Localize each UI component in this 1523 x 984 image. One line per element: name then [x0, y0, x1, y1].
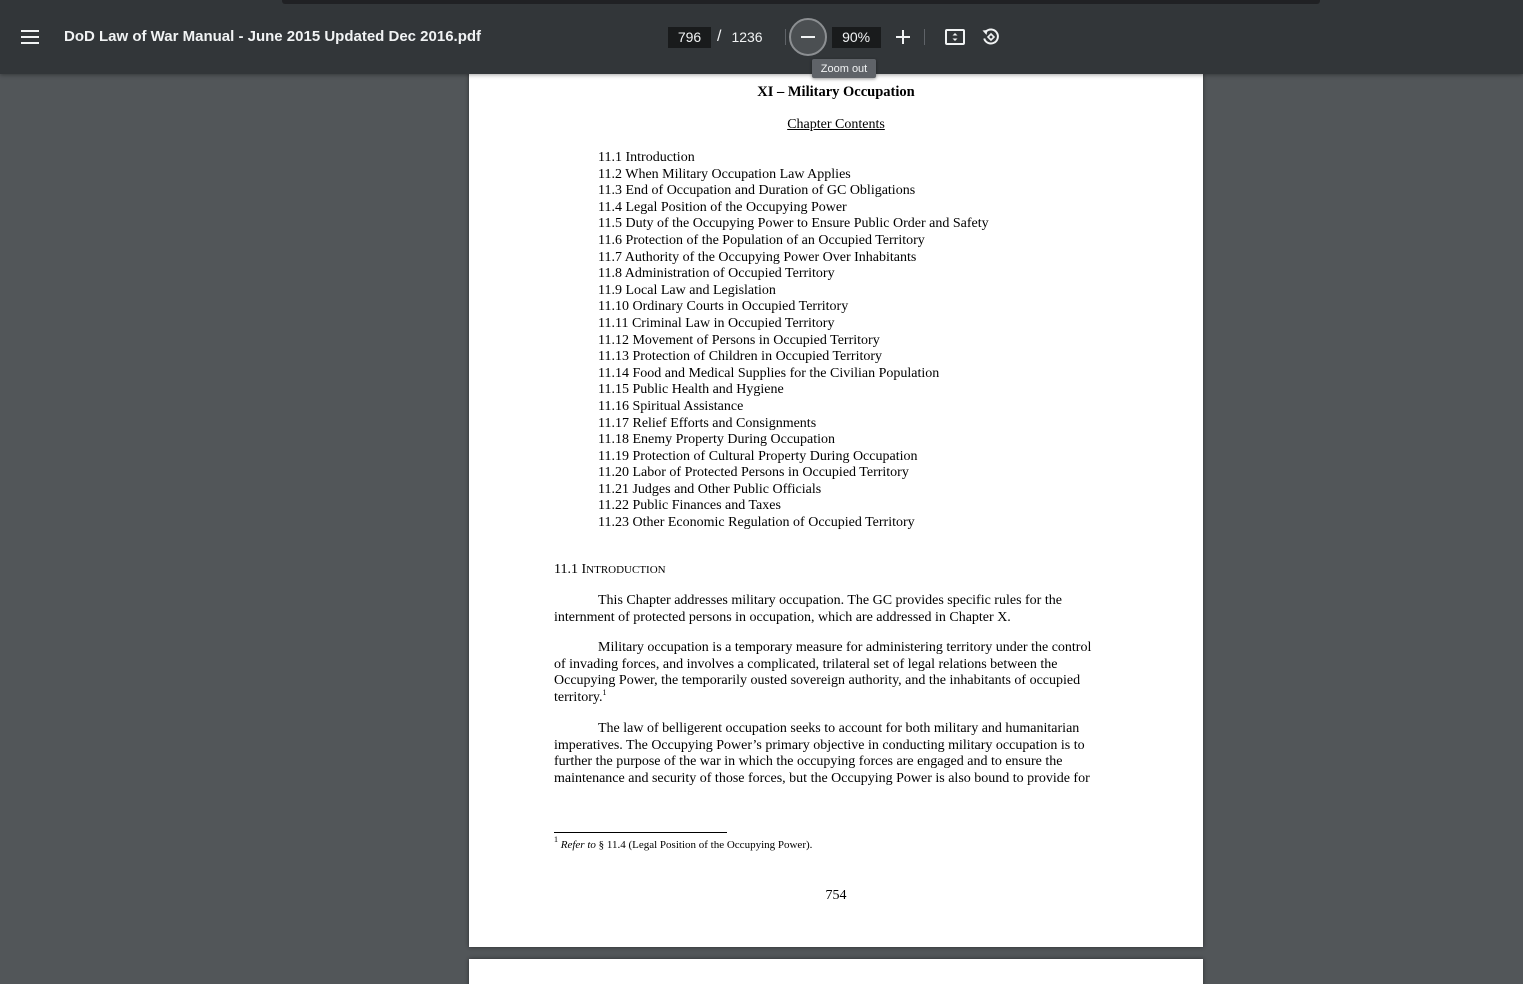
footnote [554, 835, 813, 851]
paragraph-line: maintenance and security of those forces, but the Occupying Power is also bound to provide for [554, 770, 1090, 786]
paragraph-line: Occupying Power, the temporarily ousted sovereign authority, and the inhabitants of occupied [554, 673, 1081, 689]
toc-item: 11.5 Duty of the Occupying Power to Ensure Public Order and Safety [598, 216, 989, 232]
browser-top-strip [282, 0, 1320, 4]
toc-item: 11.4 Legal Position of the Occupying Power [598, 199, 847, 215]
paragraph-line: territory. [554, 689, 603, 705]
toc-item: 11.13 Protection of Children in Occupied Territory [598, 349, 883, 365]
toc-item: 11.20 Labor of Protected Persons in Occupied Territory [598, 465, 909, 481]
paragraph-line-with-footnote [554, 687, 1114, 707]
toc-item: 11.19 Protection of Cultural Property During Occupation [598, 448, 918, 464]
hamburger-menu-icon[interactable] [14, 21, 46, 53]
toolbar-divider [924, 29, 925, 45]
zoom-in-button[interactable] [890, 24, 916, 50]
rotate-counterclockwise-icon [981, 27, 1001, 47]
page-separator: / [717, 28, 722, 45]
paragraph-line: imperatives. The Occupying Power’s primary objective in conducting military occupation is to [554, 737, 1085, 753]
toc-item: 11.23 Other Economic Regulation of Occupied Territory [598, 515, 915, 531]
total-pages: 1236 [731, 29, 763, 45]
paragraph-line: The law of belligerent occupation seeks to account for both military and humanitarian [598, 721, 1080, 736]
section-heading [554, 562, 666, 578]
footnote-divider [554, 832, 727, 833]
paragraph-line: Military occupation is a temporary measure for administering territory under the control [598, 640, 1092, 655]
footnote-number: 1 [554, 835, 558, 844]
chapter-title: XI – Military Occupation [757, 84, 915, 100]
toc-item: 11.10 Ordinary Courts in Occupied Territory [598, 299, 849, 315]
fit-to-page-button[interactable] [942, 24, 968, 50]
page-number-input[interactable] [668, 27, 711, 48]
toolbar-divider [785, 29, 786, 45]
toc-item: 11.6 Protection of the Population of an Occupied Territory [598, 232, 925, 248]
toc-item: 11.3 End of Occupation and Duration of GC Obligations [598, 183, 916, 199]
toc-item: 11.11 Criminal Law in Occupied Territory [598, 315, 835, 331]
footnote-reference[interactable]: 1 [602, 687, 607, 697]
section-title-initial: I [581, 562, 587, 577]
section-title-rest: NTRODUCTION [586, 564, 666, 576]
paragraph [554, 593, 1114, 626]
toc-item: 11.8 Administration of Occupied Territory [598, 266, 835, 282]
paragraph-line: of invading forces, and involves a complicated, trilateral set of legal relations between the [554, 656, 1058, 672]
toc-item: 11.17 Relief Efforts and Consignments [598, 415, 817, 431]
paragraph-line: internment of protected persons in occupation, which are addressed in Chapter X. [554, 609, 1011, 625]
plus-icon [896, 30, 910, 44]
zoom-out-tooltip: Zoom out [812, 59, 876, 78]
toc-item: 11.12 Movement of Persons in Occupied Territory [598, 332, 880, 348]
toc-item: 11.22 Public Finances and Taxes [598, 498, 781, 514]
table-of-contents [598, 150, 989, 532]
page-zoom-controls [668, 18, 1004, 56]
toc-item: 11.18 Enemy Property During Occupation [598, 432, 836, 448]
paragraph [554, 721, 1114, 787]
toc-item: 11.1 Introduction [598, 150, 695, 165]
paragraph [554, 640, 1114, 706]
zoom-out-button[interactable] [789, 18, 827, 56]
minus-icon [801, 36, 815, 38]
footnote-text: § 11.4 (Legal Position of the Occupying Power). [595, 839, 813, 851]
pdf-page [469, 57, 1203, 947]
document-title: DoD Law of War Manual - June 2015 Updated Dec 2016.pdf [64, 28, 482, 45]
footnote-italic: Refer to [560, 839, 596, 851]
toc-item: 11.16 Spiritual Assistance [598, 398, 744, 414]
toc-item: 11.14 Food and Medical Supplies for the Civilian Population [598, 365, 940, 381]
toc-item: 11.9 Local Law and Legislation [598, 282, 776, 298]
chapter-contents-heading: Chapter Contents [787, 117, 885, 132]
pdf-toolbar [0, 0, 1523, 74]
toc-item: 11.15 Public Health and Hygiene [598, 382, 784, 398]
page-number: 754 [825, 888, 847, 903]
toc-item: 11.2 When Military Occupation Law Applies [598, 166, 851, 182]
section-number: 11.1 [554, 562, 578, 577]
next-pdf-page [469, 959, 1203, 984]
rotate-button[interactable] [978, 24, 1004, 50]
paragraph-line: This Chapter addresses military occupation. The GC provides specific rules for the [598, 593, 1062, 608]
paragraph-line: further the purpose of the war in which the occupying forces are engaged and to ensure the [554, 754, 1063, 770]
toc-item: 11.21 Judges and Other Public Officials [598, 481, 822, 497]
zoom-level-input[interactable] [832, 27, 881, 48]
toc-item: 11.7 Authority of the Occupying Power Over Inhabitants [598, 249, 917, 265]
fit-to-page-icon [945, 29, 965, 45]
